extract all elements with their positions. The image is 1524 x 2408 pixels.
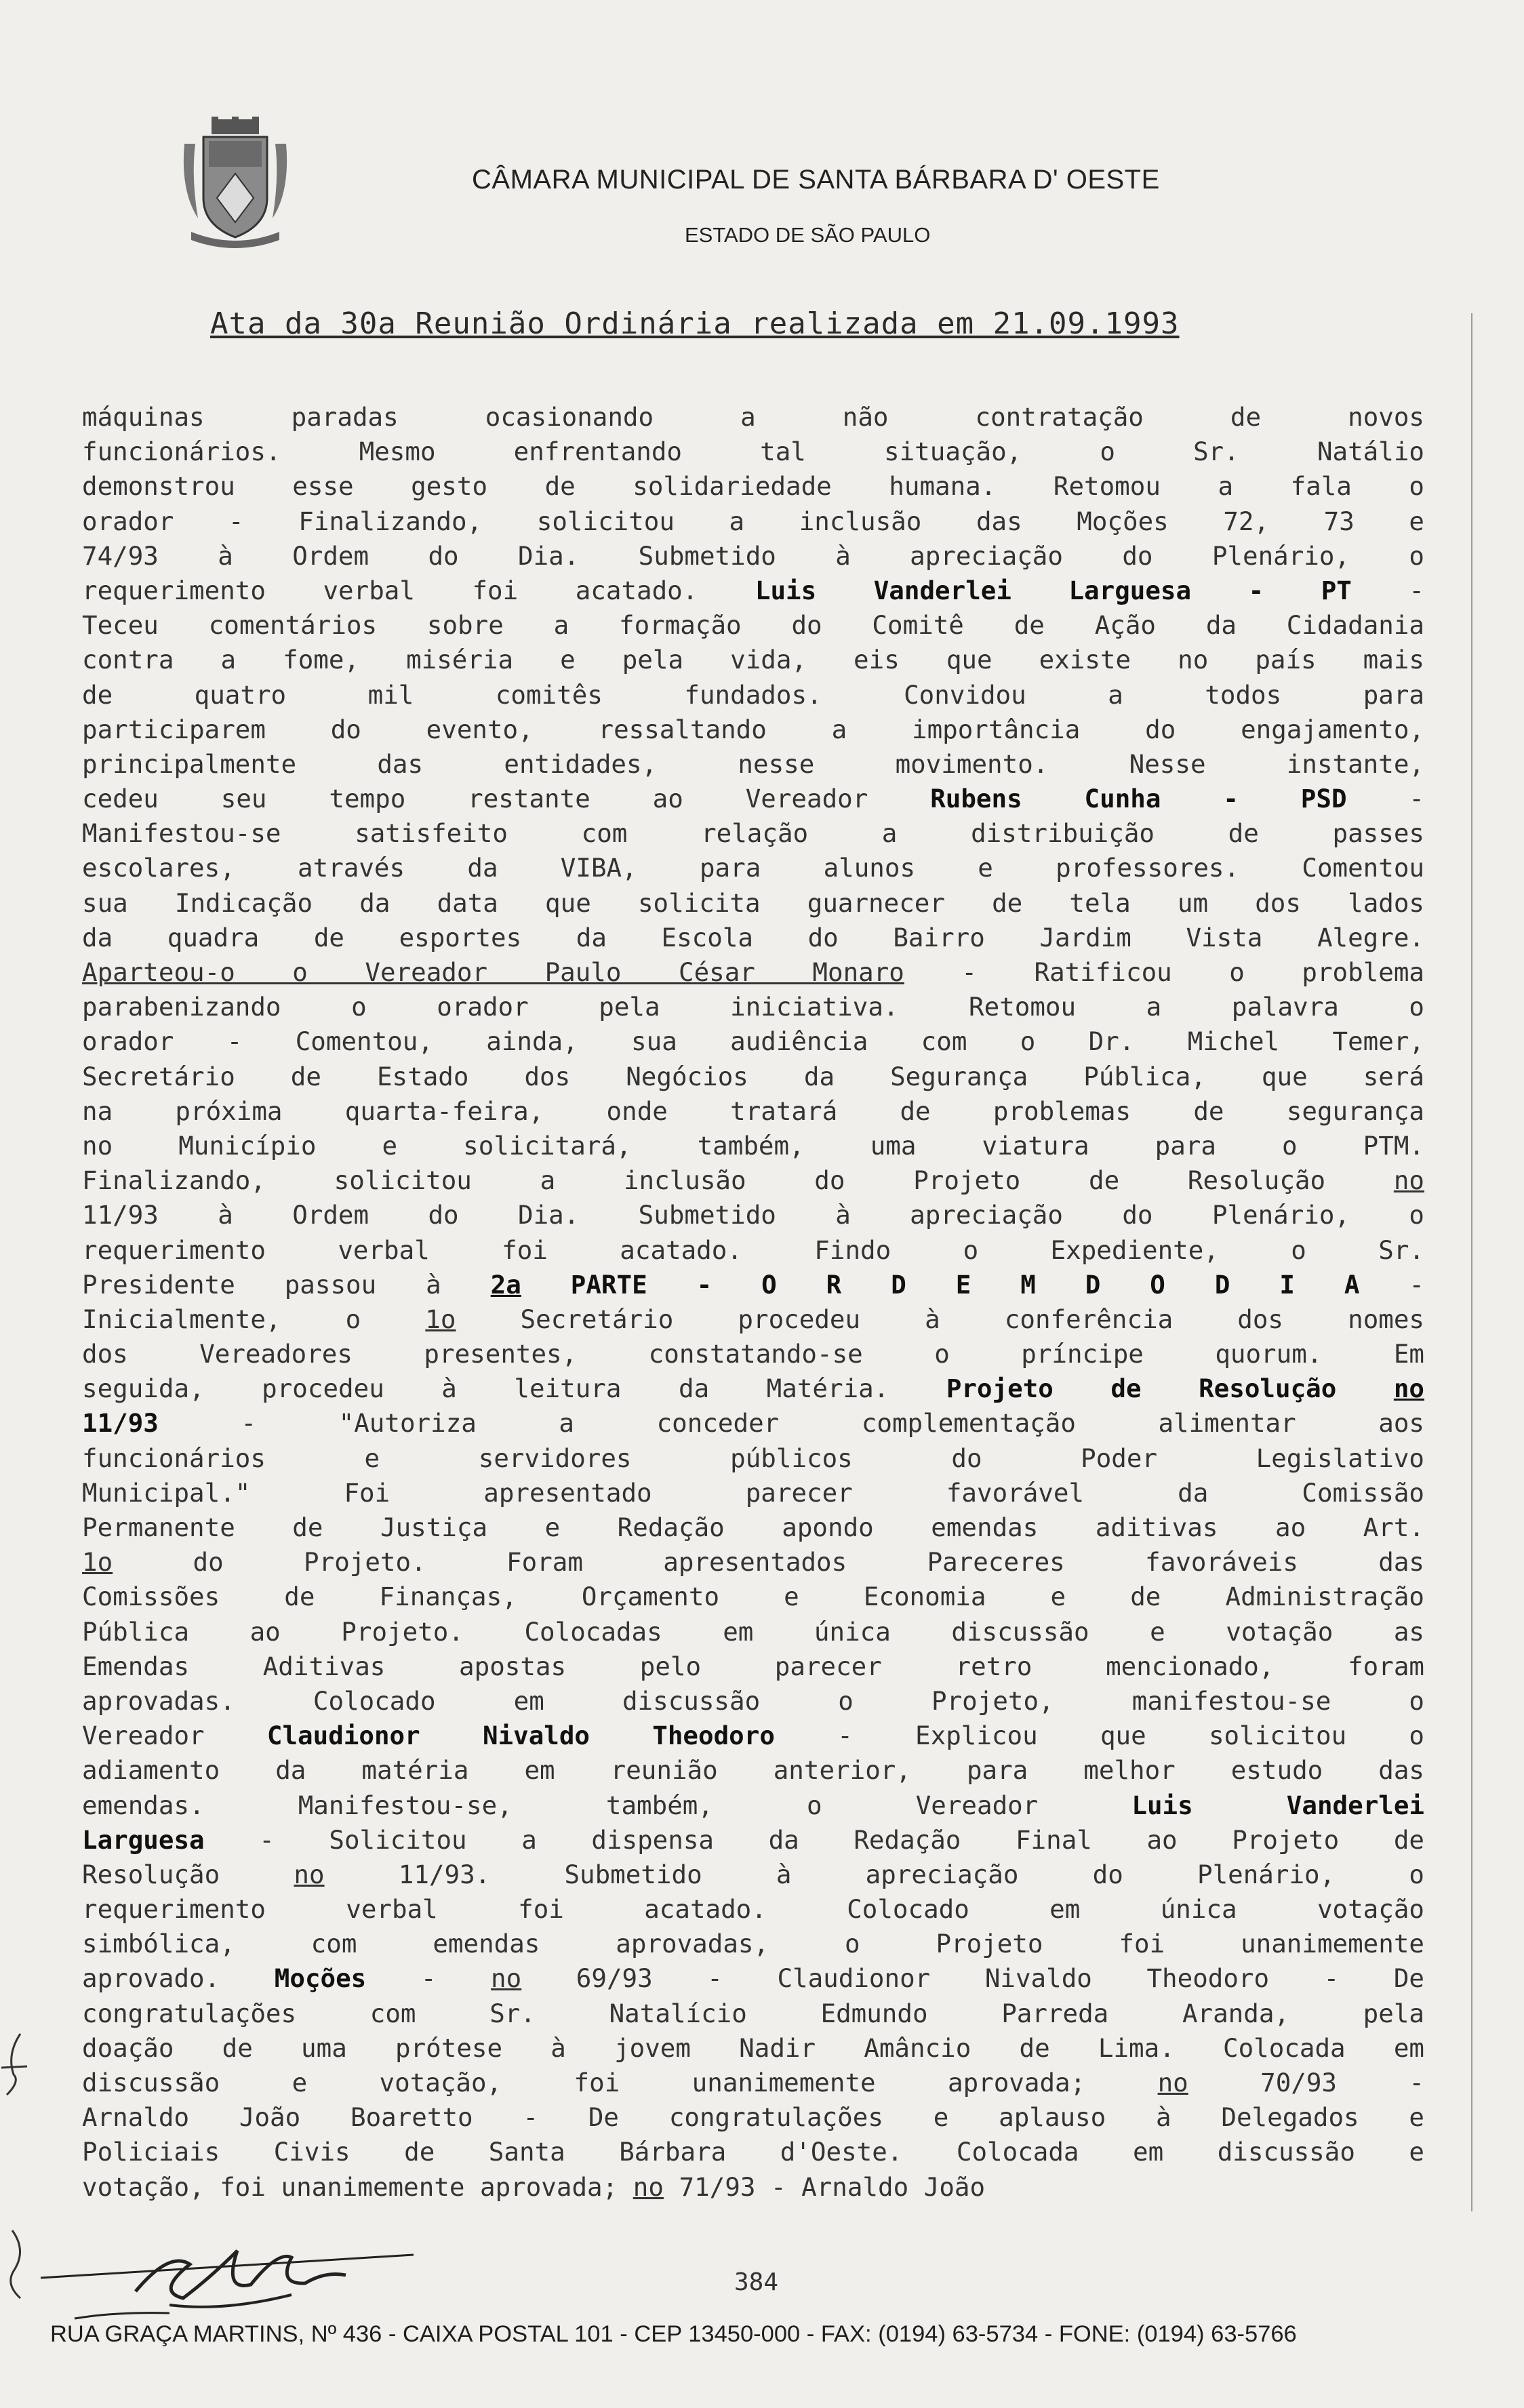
text-line <box>82 400 1424 435</box>
text-fragment: doação de uma prótese à jovem Nadir Amâncio de Lima. Colocada em <box>82 2032 1424 2063</box>
text-fragment: no <box>491 1963 522 1994</box>
text-fragment: simbólica, com emendas aprovadas, o Projeto foi unanimemente <box>82 1929 1424 1959</box>
text-line <box>82 1371 1424 1406</box>
text-fragment: PARTE - O R D E M D O D I A <box>521 1269 1360 1300</box>
text-fragment: do Projeto. Foram apresentados Pareceres favoráveis das <box>113 1547 1424 1578</box>
minutes-body <box>82 400 1424 2205</box>
text-fragment: cedeu seu tempo restante ao Vereador <box>82 784 931 814</box>
text-line <box>82 851 1424 885</box>
text-fragment: Presidente passou à <box>82 1269 491 1300</box>
text-line <box>82 2100 1424 2135</box>
text-fragment: emendas. Manifestou-se, também, o Vereador <box>82 1790 1132 1820</box>
text-line <box>82 2170 1424 2205</box>
text-fragment: - Solicitou a dispensa da Redação Final ao Projeto de <box>204 1824 1424 1855</box>
text-line <box>82 1580 1424 1614</box>
text-fragment: demonstrou esse gesto de solidariedade humana. Retomou a fala o <box>82 471 1424 502</box>
text-line <box>82 2031 1424 2066</box>
text-line <box>82 1753 1424 1788</box>
text-line <box>82 1788 1424 1823</box>
text-fragment: - <box>1359 1269 1425 1300</box>
text-fragment: 1o <box>425 1304 456 1334</box>
text-line <box>82 921 1424 955</box>
text-fragment: discussão e votação, foi unanimemente aprovada; <box>82 2068 1158 2098</box>
text-line <box>82 1615 1424 1649</box>
text-fragment: no <box>633 2171 664 2202</box>
text-line <box>82 504 1424 539</box>
text-fragment: - Ratificou o problema <box>904 957 1424 987</box>
text-fragment: Rubens Cunha - PSD <box>930 784 1347 814</box>
text-fragment: 70/93 - <box>1188 2068 1424 2098</box>
text-fragment: votação, foi unanimemente aprovada; <box>82 2171 633 2202</box>
text-fragment: funcionários e servidores públicos do Poder Legislativo <box>82 1443 1424 1473</box>
text-line <box>82 1892 1424 1927</box>
text-fragment: Claudionor Nivaldo Theodoro <box>266 1721 775 1751</box>
text-line <box>82 539 1424 574</box>
text-fragment: Manifestou-se satisfeito com relação a distribuição de passes <box>82 818 1424 849</box>
text-line <box>82 643 1424 677</box>
text-fragment: Projeto de Resolução <box>946 1373 1394 1404</box>
text-line <box>82 1961 1424 1996</box>
text-line <box>82 469 1424 504</box>
text-fragment: 69/93 - Claudionor Nivaldo Theodoro - De <box>521 1963 1424 1994</box>
text-fragment: Emendas Aditivas apostas pelo parecer retro mencionado, foram <box>82 1651 1424 1681</box>
text-fragment: sua Indicação da data que solicita guarnecer de tela um dos lados <box>82 887 1424 918</box>
text-fragment: - "Autoriza a conceder complementação alimentar aos <box>158 1408 1424 1439</box>
text-line <box>82 574 1424 608</box>
text-fragment: 11/93. Submetido à apreciação do Plenário, o <box>324 1859 1424 1889</box>
text-fragment: na próxima quarta-feira, onde tratará de problemas de segurança <box>82 1096 1424 1126</box>
signature-icon <box>34 2210 427 2325</box>
text-fragment: Municipal." Foi apresentado parecer favorável da Comissão <box>82 1477 1424 1508</box>
text-fragment: 1o <box>82 1547 113 1578</box>
footer-address: RUA GRAÇA MARTINS, Nº 436 - CAIXA POSTAL 101 - CEP 13450-000 - FAX: (0194) 63-5734 - FONE: (0194) 63-5766 <box>50 2321 1297 2347</box>
text-line <box>82 1268 1424 1302</box>
text-fragment: máquinas paradas ocasionando a não contratação de novos <box>82 402 1424 432</box>
text-line <box>82 1649 1424 1684</box>
text-fragment: 2a <box>490 1269 521 1300</box>
text-line <box>82 1510 1424 1545</box>
text-line <box>82 2135 1424 2169</box>
institution-name: CÂMARA MUNICIPAL DE SANTA BÁRBARA D' OESTE <box>472 165 1160 195</box>
text-fragment: - Explicou que solicitou o <box>774 1721 1425 1751</box>
text-fragment: Luis Vanderlei <box>1131 1790 1425 1820</box>
text-fragment: aprovado. <box>82 1963 275 1994</box>
coat-of-arms-icon <box>178 117 293 249</box>
text-fragment: no <box>1393 1373 1424 1404</box>
text-line <box>82 1441 1424 1476</box>
text-line <box>82 747 1424 782</box>
text-fragment: dos Vereadores presentes, constatando-se o príncipe quorum. Em <box>82 1339 1424 1369</box>
text-line <box>82 1996 1424 2031</box>
text-fragment: 11/93 <box>82 1408 159 1439</box>
text-line <box>82 1476 1424 1510</box>
text-fragment: Secretário procedeu à conferência dos nomes <box>456 1304 1425 1334</box>
text-fragment: aprovadas. Colocado em discussão o Projeto, manifestou-se o <box>82 1685 1424 1716</box>
text-fragment: funcionários. Mesmo enfrentando tal situação, o Sr. Natálio <box>82 437 1424 467</box>
text-fragment: Permanente de Justiça e Redação apondo emendas aditivas ao Art. <box>82 1512 1424 1542</box>
text-fragment: da quadra de esportes da Escola do Bairro Jardim Vista Alegre. <box>82 922 1424 952</box>
state-name: ESTADO DE SÃO PAULO <box>685 223 931 247</box>
text-line <box>82 713 1424 747</box>
text-line <box>82 1094 1424 1129</box>
text-line <box>82 1927 1424 1961</box>
text-line <box>82 782 1424 816</box>
text-fragment: no <box>294 1859 325 1889</box>
text-fragment: Inicialmente, o <box>82 1304 426 1334</box>
text-fragment: Policiais Civis de Santa Bárbara d'Oeste. Colocada em discussão e <box>82 2137 1424 2167</box>
text-fragment: requerimento verbal foi acatado. Colocado em única votação <box>82 1894 1424 1925</box>
text-fragment: Teceu comentários sobre a formação do Comitê de Ação da Cidadania <box>82 610 1424 641</box>
text-fragment: de quatro mil comitês fundados. Convidou a todos para <box>82 679 1424 710</box>
text-line <box>82 1302 1424 1337</box>
text-fragment: - <box>1346 784 1424 814</box>
text-fragment: - <box>1351 575 1425 605</box>
text-line <box>82 1823 1424 1858</box>
text-fragment: Larguesa <box>82 1824 205 1855</box>
text-fragment: Resolução <box>82 1859 294 1889</box>
text-fragment: escolares, através da VIBA, para alunos e professores. Comentou <box>82 853 1424 883</box>
text-fragment: - <box>366 1963 492 1994</box>
text-fragment: seguida, procedeu à leitura da Matéria. <box>82 1373 946 1404</box>
text-fragment: requerimento verbal foi acatado. <box>82 575 755 605</box>
text-fragment: requerimento verbal foi acatado. Findo o Expediente, o Sr. <box>82 1235 1424 1265</box>
text-fragment: contra a fome, miséria e pela vida, eis que existe no país mais <box>82 645 1424 675</box>
text-fragment: Comissões de Finanças, Orçamento e Economia e de Administração <box>82 1582 1424 1612</box>
text-fragment: 74/93 à Ordem do Dia. Submetido à apreciação do Plenário, o <box>82 540 1424 571</box>
text-line <box>82 1858 1424 1892</box>
text-fragment: adiamento da matéria em reunião anterior, para melhor estudo das <box>82 1755 1424 1786</box>
text-line <box>82 608 1424 643</box>
text-fragment: principalmente das entidades, nesse movimento. Nesse instante, <box>82 748 1424 779</box>
text-line <box>82 1024 1424 1059</box>
text-fragment: Aparteou-o o Vereador Paulo César Monaro <box>82 957 904 987</box>
text-line <box>82 435 1424 469</box>
text-line <box>82 955 1424 990</box>
text-line <box>82 1337 1424 1371</box>
text-fragment: Arnaldo João Boaretto - De congratulações e aplauso à Delegados e <box>82 2102 1424 2133</box>
text-fragment: Vereador <box>82 1721 267 1751</box>
text-line <box>82 1406 1424 1441</box>
text-line <box>82 1060 1424 1094</box>
text-fragment: Luis Vanderlei Larguesa - PT <box>755 575 1352 605</box>
text-line <box>82 1684 1424 1719</box>
text-line <box>82 886 1424 921</box>
text-fragment: Secretário de Estado dos Negócios da Segurança Pública, que será <box>82 1061 1424 1091</box>
text-fragment: no <box>1393 1165 1424 1196</box>
page-number: 384 <box>734 2268 779 2296</box>
text-fragment: Pública ao Projeto. Colocadas em única discussão e votação as <box>82 1616 1424 1647</box>
text-fragment: participarem do evento, ressaltando a importância do engajamento, <box>82 714 1424 744</box>
text-line <box>82 816 1424 851</box>
text-line <box>82 1163 1424 1198</box>
text-fragment: parabenizando o orador pela iniciativa. Retomou a palavra o <box>82 992 1424 1022</box>
text-line <box>82 1129 1424 1163</box>
text-line <box>82 1719 1424 1753</box>
text-fragment: Finalizando, solicitou a inclusão do Projeto de Resolução <box>82 1165 1394 1196</box>
text-fragment: orador - Finalizando, solicitou a inclusão das Moções 72, 73 e <box>82 506 1424 536</box>
document-title: Ata da 30a Reunião Ordinária realizada em 21.09.1993 <box>210 306 1180 341</box>
text-fragment: 71/93 - Arnaldo João <box>663 2171 986 2202</box>
text-line <box>82 1545 1424 1580</box>
text-fragment: Moções <box>274 1963 367 1994</box>
text-fragment: 11/93 à Ordem do Dia. Submetido à apreciação do Plenário, o <box>82 1200 1424 1230</box>
text-line <box>82 1233 1424 1268</box>
text-fragment: congratulações com Sr. Natalício Edmundo Parreda Aranda, pela <box>82 1998 1424 2028</box>
text-line <box>82 678 1424 713</box>
text-fragment: orador - Comentou, ainda, sua audiência com o Dr. Michel Temer, <box>82 1026 1424 1057</box>
text-fragment: no Município e solicitará, também, uma viatura para o PTM. <box>82 1130 1424 1161</box>
text-line <box>82 990 1424 1024</box>
text-fragment: no <box>1157 2068 1188 2098</box>
right-margin-rule <box>1471 313 1472 2211</box>
text-line <box>82 2066 1424 2100</box>
text-line <box>82 1198 1424 1232</box>
